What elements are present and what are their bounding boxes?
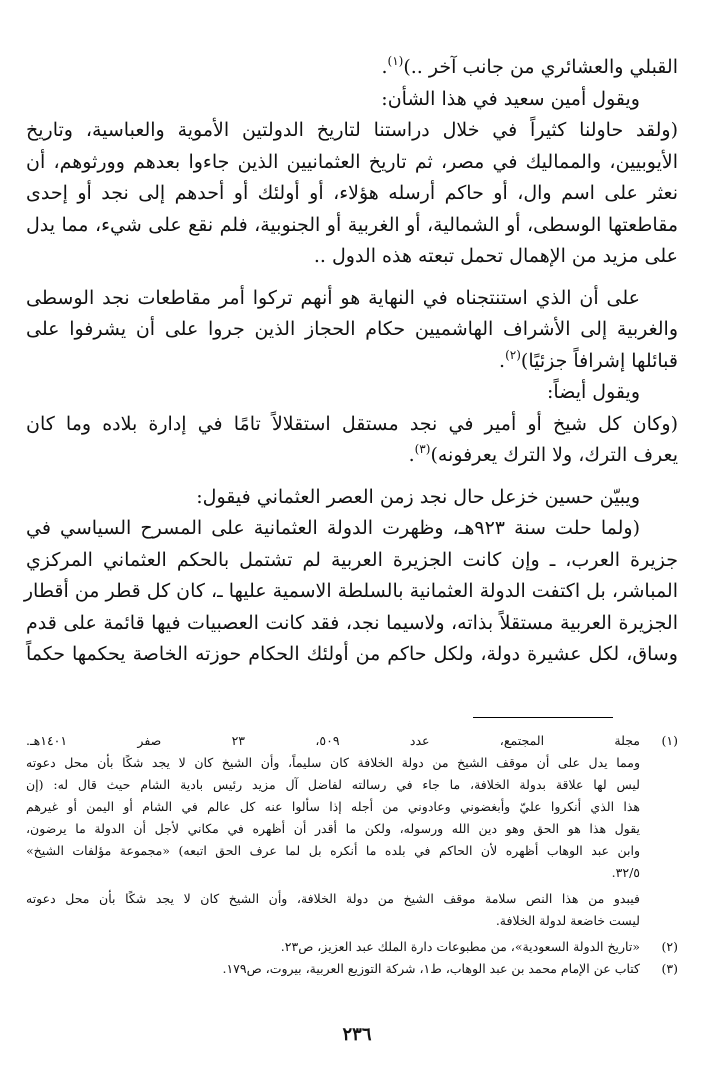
- line-text: (ولقد حاولنا كثيراً في خلال دراستنا لتاريخ الدولتين الأموية والعباسية، وتاريخ: [26, 119, 678, 141]
- line-text: يعرف الترك، ولا الترك يعرفونه): [430, 444, 678, 466]
- footnote-number: (١): [661, 733, 678, 748]
- footnote-body: [26, 936, 640, 958]
- text-line: [26, 283, 678, 315]
- text-line: [26, 241, 678, 273]
- line-text: نعثر على اسم وال، أو حاكم أرسله هؤلاء، أو أولئك أو أحدهم إلى نجد أو إحدى: [26, 182, 678, 204]
- line-text: ويقول أيضاً:: [547, 381, 640, 403]
- footnote-body: [26, 730, 640, 884]
- footnote-line: يقول هذا هو الحق وهو دين الله ورسوله، ولكن ما أقدر أن أظهره في مكاني لأجل أن الدولة ما يرضون،: [26, 821, 640, 836]
- footnote-line: فيبدو من هذا النص سلامة موقف الشيخ من دولة الخلافة، وأن الشيخ كان لا يجد شكًا بأن محل دعوته: [26, 891, 640, 906]
- footnote: [26, 888, 678, 932]
- text-line: [26, 210, 678, 242]
- line-text: على مزيد من الإهمال تحمل تبعته هذه الدول ..: [313, 245, 678, 267]
- footnote-marker: (٢): [505, 347, 521, 362]
- line-text: (وكان كل شيخ أو أمير في نجد مستقل استقلالاً تامًا في إدارة بلاده وما كان: [26, 412, 678, 435]
- text-line: [26, 639, 678, 671]
- line-text: جزيرة العرب، ـ وإن كانت الجزيرة العربية لم تشتمل بالحكم العثماني المركزي: [26, 548, 678, 571]
- text-line: [26, 314, 678, 346]
- line-text: على أن الذي استنتجناه في النهاية هو أنهم تركوا أمر مقاطعات نجد الوسطى: [26, 286, 640, 309]
- line-text: الأيوبيين، والمماليك في مصر، ثم تاريخ العثمانيين الذين جاءوا بعدهم وورثوهم، أن: [26, 150, 679, 173]
- footnote-number: (٣): [661, 961, 678, 976]
- text-line: [23, 576, 678, 608]
- text-line: [26, 409, 678, 441]
- footnote-line: ليست خاضعة لدولة الخلافة.: [495, 913, 640, 928]
- footnote-line: ليس لها علاقة بدولة الخلافة، ما جاء في رسالته لفاضل آل مزيد رئيس بادية الشام حيث قال له: (إن: [26, 777, 640, 792]
- text-line: [26, 482, 678, 514]
- footnote: [26, 958, 678, 980]
- line-text: المباشر، بل اكتفت الدولة العثمانية بالسلطة الاسمية عليها ـ، كان كل قطر من أقطار: [23, 580, 678, 602]
- text-line: [26, 545, 678, 577]
- text-line: [26, 147, 678, 179]
- footnote-number: (٢): [661, 939, 678, 954]
- main-text: [23, 52, 679, 671]
- footnote: [26, 936, 678, 958]
- text-line: [26, 346, 678, 378]
- line-text: والغربية إلى الأشراف الهاشميين حكام الحجاز الذين جروا على أن يشرفوا على: [26, 318, 678, 340]
- footnote-line: مجلة المجتمع، عدد ٥٠٩، ٢٣ صفر ١٤٠١هـ.: [26, 733, 641, 748]
- line-text: القبلي والعشائري من جانب آخر ..): [403, 56, 678, 78]
- line-text: الجزيرة العربية مستقلاً بذاته، ولاسيما نجد، فقد كانت العصبيات فيها قائمة على قدم: [26, 611, 678, 634]
- text-line: [26, 115, 678, 147]
- footnote-line: وابن عبد الوهاب أظهره لأن الحاكم في بلده ما أنكره بل لما عرف الحق اتبعه) «مجموعة مؤلفات الشيخ»: [26, 843, 640, 858]
- text-line: [26, 608, 678, 640]
- line-text: (ولما حلت سنة ٩٢٣هـ، وظهرت الدولة العثمانية على المسرح السياسي في: [26, 517, 640, 539]
- line-tail: .: [408, 444, 415, 466]
- text-line: [26, 377, 678, 409]
- line-tail: .: [499, 349, 506, 372]
- line-text: مقاطعتها الوسطى، أو الشمالية، أو الغربية أو الجنوبية، فلم نقع على شيء، مما يدل: [26, 213, 678, 236]
- footnote-marker: (٣): [414, 442, 431, 456]
- line-tail: .: [381, 56, 388, 78]
- footnote-number: [640, 888, 678, 932]
- footnote-line: كتاب عن الإمام محمد بن عبد الوهاب، ط١، شركة التوزيع العربية، بيروت، ص١٧٩.: [222, 961, 640, 976]
- footnote: [26, 730, 678, 884]
- footnote-line: ٣٢/٥.: [611, 865, 640, 880]
- page-number: ٢٣٦: [342, 1024, 372, 1045]
- footnote-body: [26, 888, 640, 932]
- line-text: ويقول أمين سعيد في هذا الشأن:: [381, 87, 640, 110]
- paragraph-gap: [26, 273, 678, 283]
- paragraph-gap: [26, 472, 678, 482]
- footnote-line: هذا الذي أنكروا عليّ وأبغضوني وعادوني من أجله إذا سألوا عنه كل عالم في الشام أو اليمن أو غيرهم: [26, 799, 640, 814]
- line-text: قبائلها إشرافاً جزئيًا): [520, 349, 678, 372]
- footnote-marker: (١): [387, 54, 404, 68]
- text-line: [26, 84, 678, 116]
- footnote-body: [26, 958, 640, 980]
- text-line: [26, 440, 678, 472]
- footnote-line: ومما يدل على أن موقف الشيخ من دولة الخلافة كان سليماً، وأن الشيخ كان لا يجد شكًا بأن محل دعوته: [26, 755, 640, 770]
- footnote-line: «تاريخ الدولة السعودية»، من مطبوعات دارة الملك عبد العزيز، ص٢٣.: [280, 939, 640, 954]
- text-line: [26, 52, 678, 84]
- text-line: [26, 513, 678, 545]
- text-line: [26, 178, 678, 210]
- footnote-separator: [473, 717, 613, 718]
- line-text: وساق، لكل عشيرة دولة، ولكل حاكم من أولئك الحكام حوزته الخاصة يحكمها حكماً: [26, 643, 678, 665]
- line-text: ويبيّن حسين خزعل حال نجد زمن العصر العثماني فيقول:: [196, 485, 640, 508]
- footnotes: [26, 730, 678, 980]
